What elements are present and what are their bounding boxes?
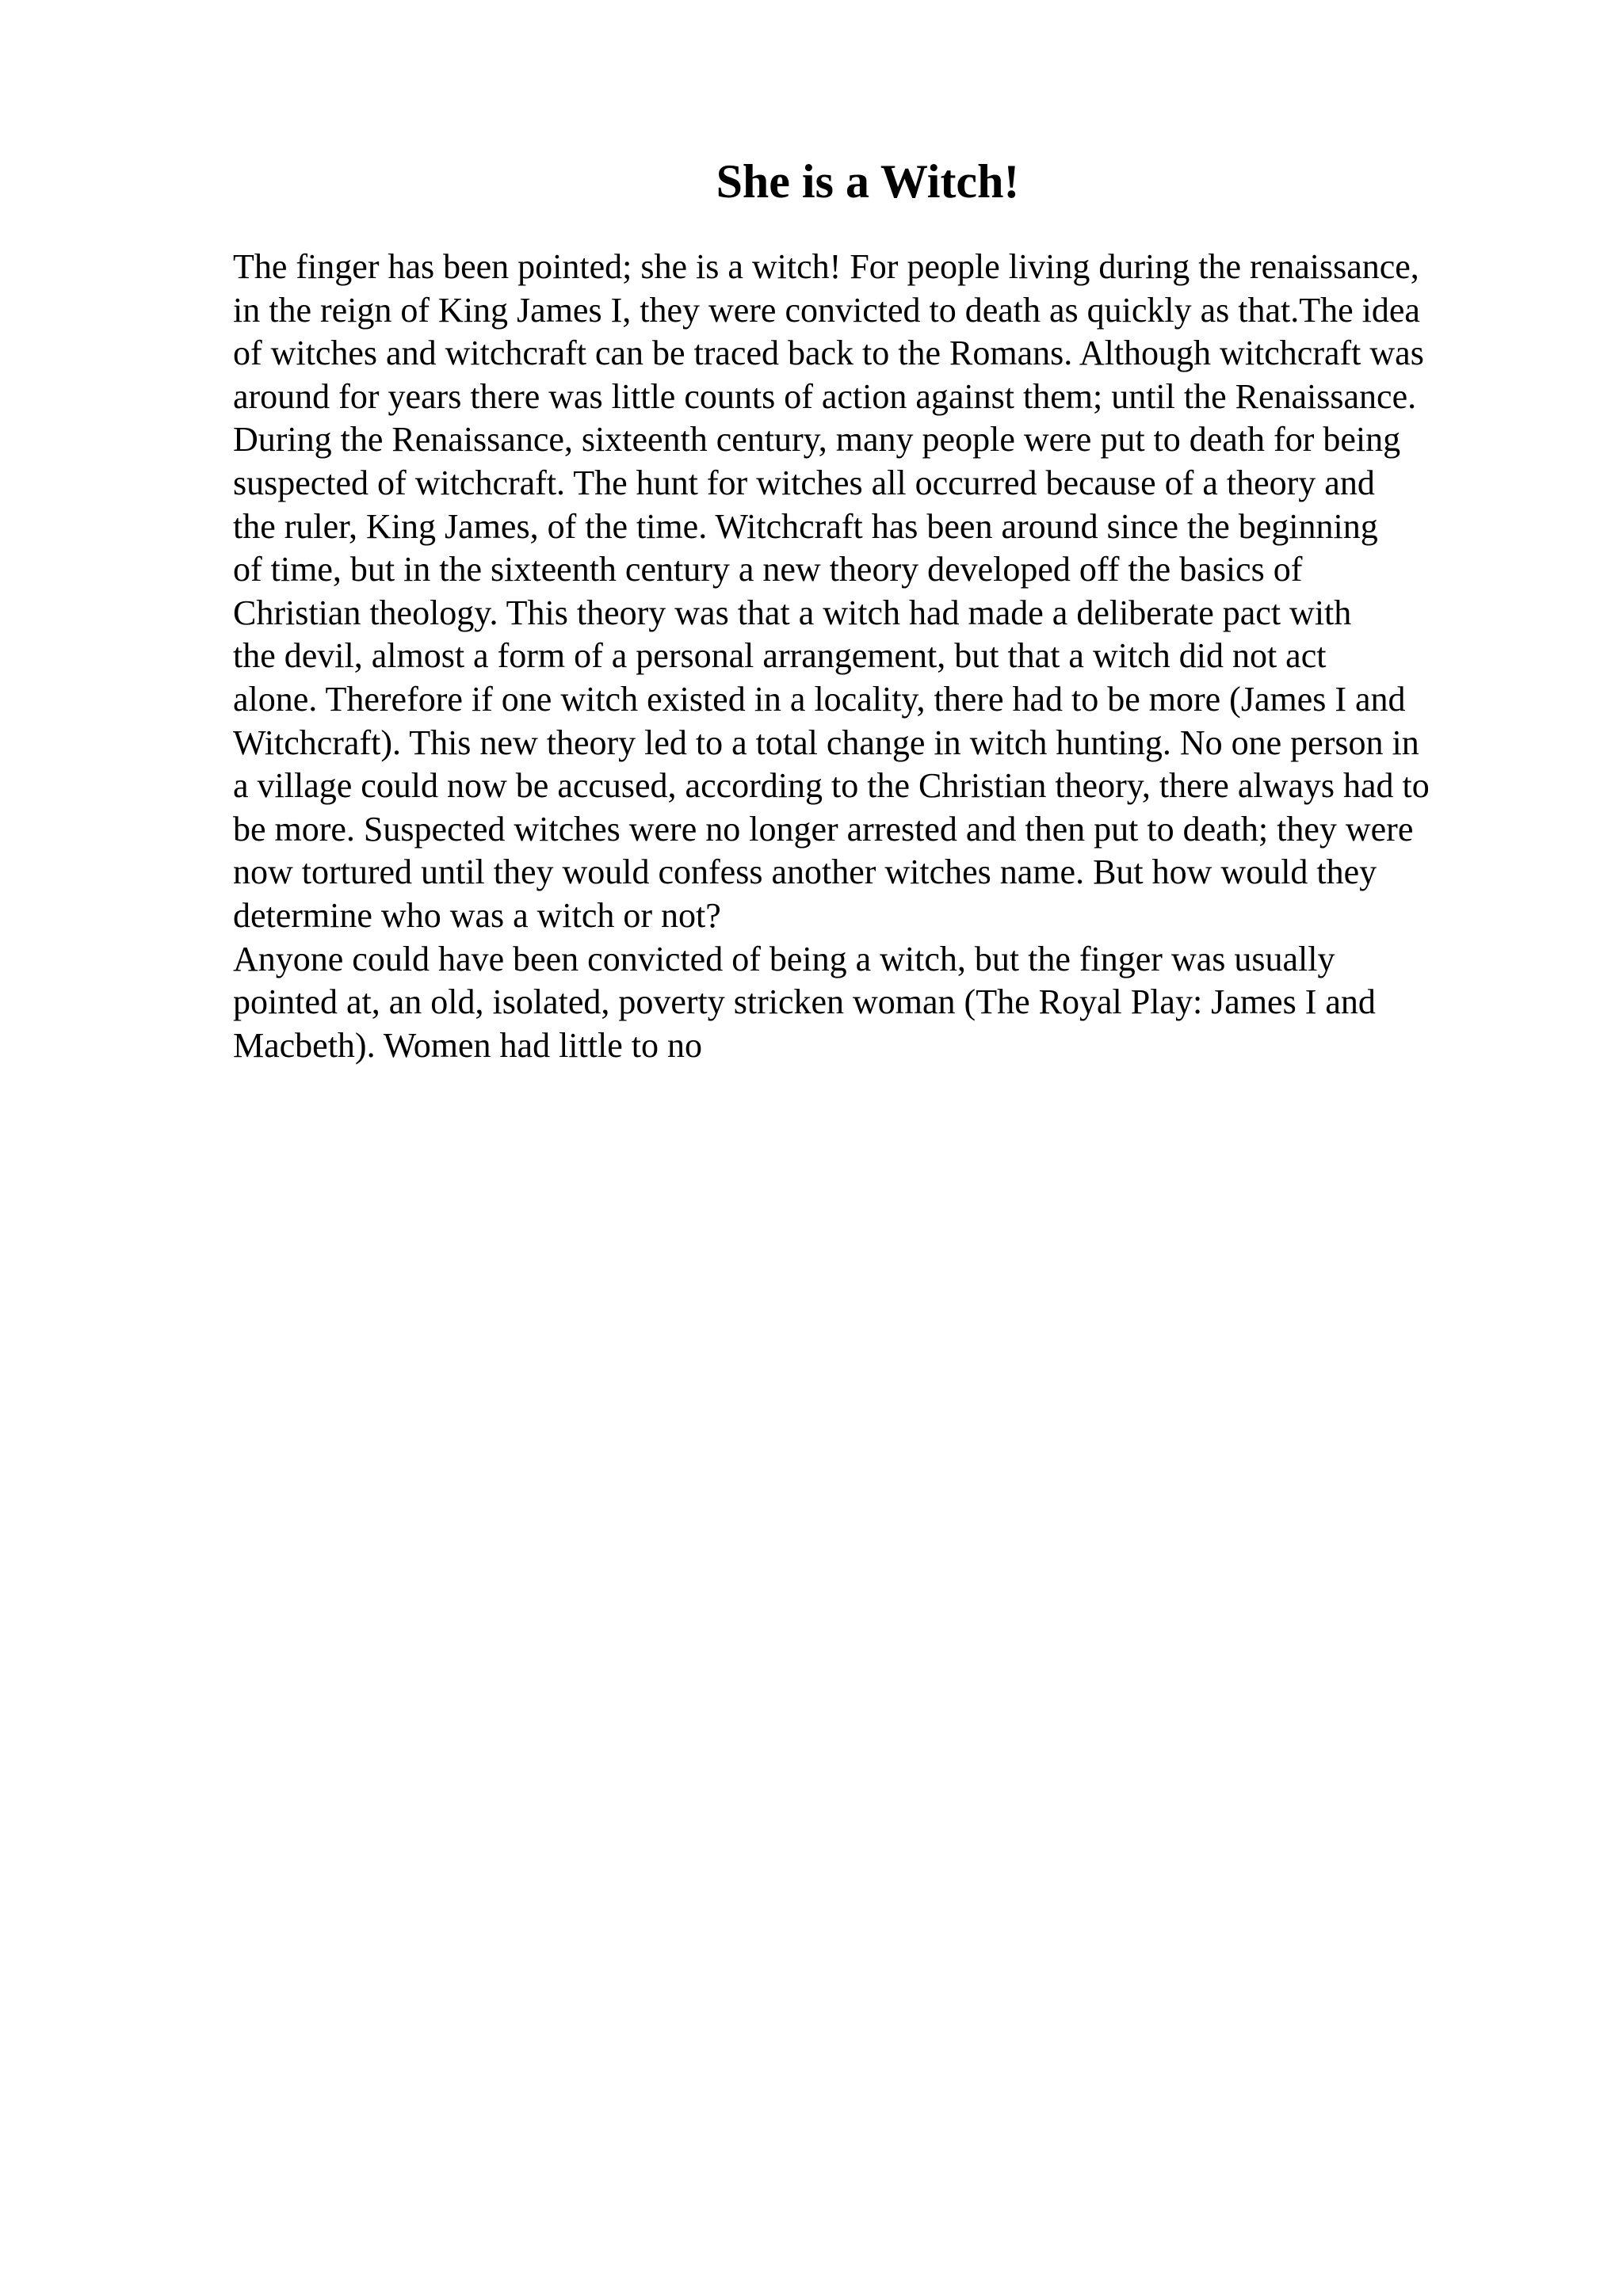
text-line: in the reign of King James I, they were convicted to death as quickly as that.The idea	[233, 290, 1420, 330]
text-line: suspected of witchcraft. The hunt for witches all occurred because of a theory and	[233, 463, 1375, 502]
text-line: be more. Suspected witches were no longer arrested and then put to death; they were	[233, 809, 1414, 849]
text-line: the ruler, King James, of the time. Witchcraft has been around since the beginning	[233, 506, 1378, 546]
text-line: the devil, almost a form of a personal arrangement, but that a witch did not act	[233, 636, 1327, 676]
text-line: Anyone could have been convicted of being a witch, but the finger was usually	[233, 939, 1335, 978]
text-line: Witchcraft). This new theory led to a total change in witch hunting. No one person in	[233, 723, 1419, 762]
text-line: Christian theology. This theory was that a witch had made a deliberate pact with	[233, 593, 1352, 632]
text-line: of witches and witchcraft can be traced back to the Romans. Although witchcraft was	[233, 334, 1424, 373]
text-line: determine who was a witch or not?	[233, 895, 721, 935]
text-line: pointed at, an old, isolated, poverty stricken woman (The Royal Play: James I and	[233, 982, 1376, 1022]
text-line: The finger has been pointed; she is a witch! For people living during the renaissance,	[233, 247, 1419, 286]
text-line: around for years there was little counts of action against them; until the Renaissance.	[233, 376, 1417, 416]
text-line: a village could now be accused, according to the Christian theory, there always had to	[233, 766, 1430, 806]
document-title: She is a Witch!	[716, 155, 1020, 208]
text-line: alone. Therefore if one witch existed in a locality, there had to be more (James I and	[233, 679, 1406, 719]
text-line: Macbeth). Women had little to no	[233, 1025, 702, 1065]
body-text	[233, 246, 1564, 1067]
text-line: of time, but in the sixteenth century a new theory developed off the basics of	[233, 550, 1303, 589]
text-line: During the Renaissance, sixteenth century, many people were put to death for being	[233, 420, 1401, 460]
text-line: now tortured until they would confess another witches name. But how would they	[233, 852, 1377, 892]
